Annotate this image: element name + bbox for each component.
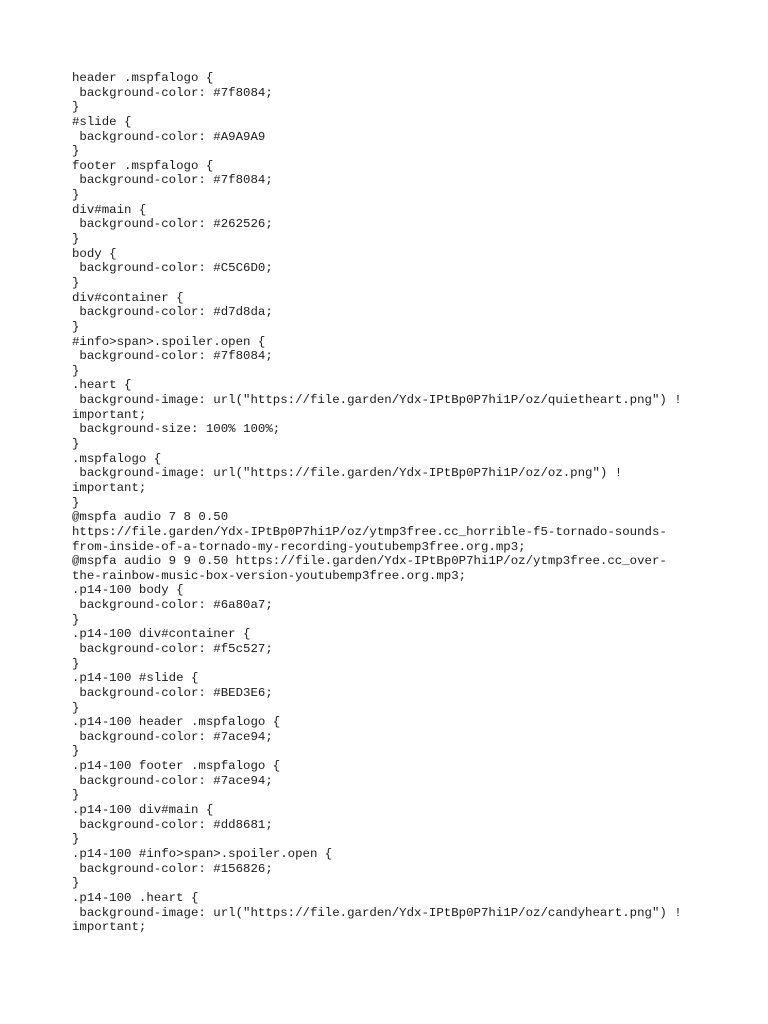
code-line: important;	[72, 480, 147, 495]
code-line: .p14-100 .heart {	[72, 890, 199, 905]
code-line: important;	[72, 920, 147, 935]
code-line: }	[72, 144, 80, 159]
code-line: .p14-100 footer .mspfalogo {	[72, 759, 281, 774]
code-line: @mspfa audio 9 9 0.50 https://file.garden/Ydx-IPtBp0P7hi1P/oz/ytmp3free.cc_over-	[72, 554, 667, 569]
code-line: .p14-100 #slide {	[72, 671, 199, 686]
code-line: .p14-100 div#main {	[72, 803, 214, 818]
code-line: footer .mspfalogo {	[72, 158, 214, 173]
code-line: .p14-100 #info>span>.spoiler.open {	[72, 846, 333, 861]
code-line: .p14-100 div#container {	[72, 627, 251, 642]
code-line: #slide {	[72, 114, 132, 129]
code-line: background-color: #7f8084;	[72, 349, 273, 364]
code-line: }	[72, 876, 80, 891]
code-line: }	[72, 744, 80, 759]
code-line: @mspfa audio 7 8 0.50	[72, 510, 229, 525]
code-line: background-color: #f5c527;	[72, 641, 273, 656]
code-line: }	[72, 363, 80, 378]
code-line: }	[72, 656, 80, 671]
code-line: .p14-100 body {	[72, 583, 184, 598]
code-line: .p14-100 header .mspfalogo {	[72, 715, 281, 730]
code-line: }	[72, 188, 80, 203]
code-line: background-image: url("https://file.garden/Ydx-IPtBp0P7hi1P/oz/oz.png") !	[72, 466, 623, 481]
css-code-block	[72, 71, 712, 935]
code-line: background-color: #7f8084;	[72, 173, 273, 188]
code-line: from-inside-of-a-tornado-my-recording-youtubemp3free.org.mp3;	[72, 539, 526, 554]
code-line: the-rainbow-music-box-version-youtubemp3free.org.mp3;	[72, 568, 467, 583]
code-line: background-color: #7f8084;	[72, 85, 273, 100]
code-line: }	[72, 495, 80, 510]
code-line: body {	[72, 246, 117, 261]
code-line: background-color: #6a80a7;	[72, 598, 273, 613]
code-line: }	[72, 275, 80, 290]
code-line: }	[72, 832, 80, 847]
code-line: background-color: #262526;	[72, 217, 273, 232]
code-line: background-image: url("https://file.garden/Ydx-IPtBp0P7hi1P/oz/quietheart.png") !	[72, 393, 682, 408]
code-line: https://file.garden/Ydx-IPtBp0P7hi1P/oz/ytmp3free.cc_horrible-f5-tornado-sounds-	[72, 524, 667, 539]
code-line: background-color: #7ace94;	[72, 773, 273, 788]
code-line: }	[72, 437, 80, 452]
code-line: }	[72, 232, 80, 247]
code-line: .heart {	[72, 378, 132, 393]
code-line: }	[72, 788, 80, 803]
code-line: background-color: #BED3E6;	[72, 685, 273, 700]
code-line: background-color: #A9A9A9	[72, 129, 266, 144]
code-line: background-color: #d7d8da;	[72, 305, 273, 320]
code-line: background-color: #7ace94;	[72, 729, 273, 744]
code-line: background-image: url("https://file.garden/Ydx-IPtBp0P7hi1P/oz/candyheart.png") !	[72, 905, 682, 920]
code-line: background-size: 100% 100%;	[72, 422, 281, 437]
code-line: }	[72, 100, 80, 115]
code-line: important;	[72, 407, 147, 422]
code-line: }	[72, 319, 80, 334]
code-line: .mspfalogo {	[72, 451, 162, 466]
code-line: }	[72, 612, 80, 627]
code-line: }	[72, 700, 80, 715]
code-line: background-color: #C5C6D0;	[72, 261, 273, 276]
code-line: div#container {	[72, 290, 184, 305]
code-line: background-color: #156826;	[72, 861, 273, 876]
code-line: div#main {	[72, 202, 147, 217]
code-line: #info>span>.spoiler.open {	[72, 334, 266, 349]
code-line: header .mspfalogo {	[72, 71, 214, 85]
code-line: background-color: #dd8681;	[72, 817, 273, 832]
